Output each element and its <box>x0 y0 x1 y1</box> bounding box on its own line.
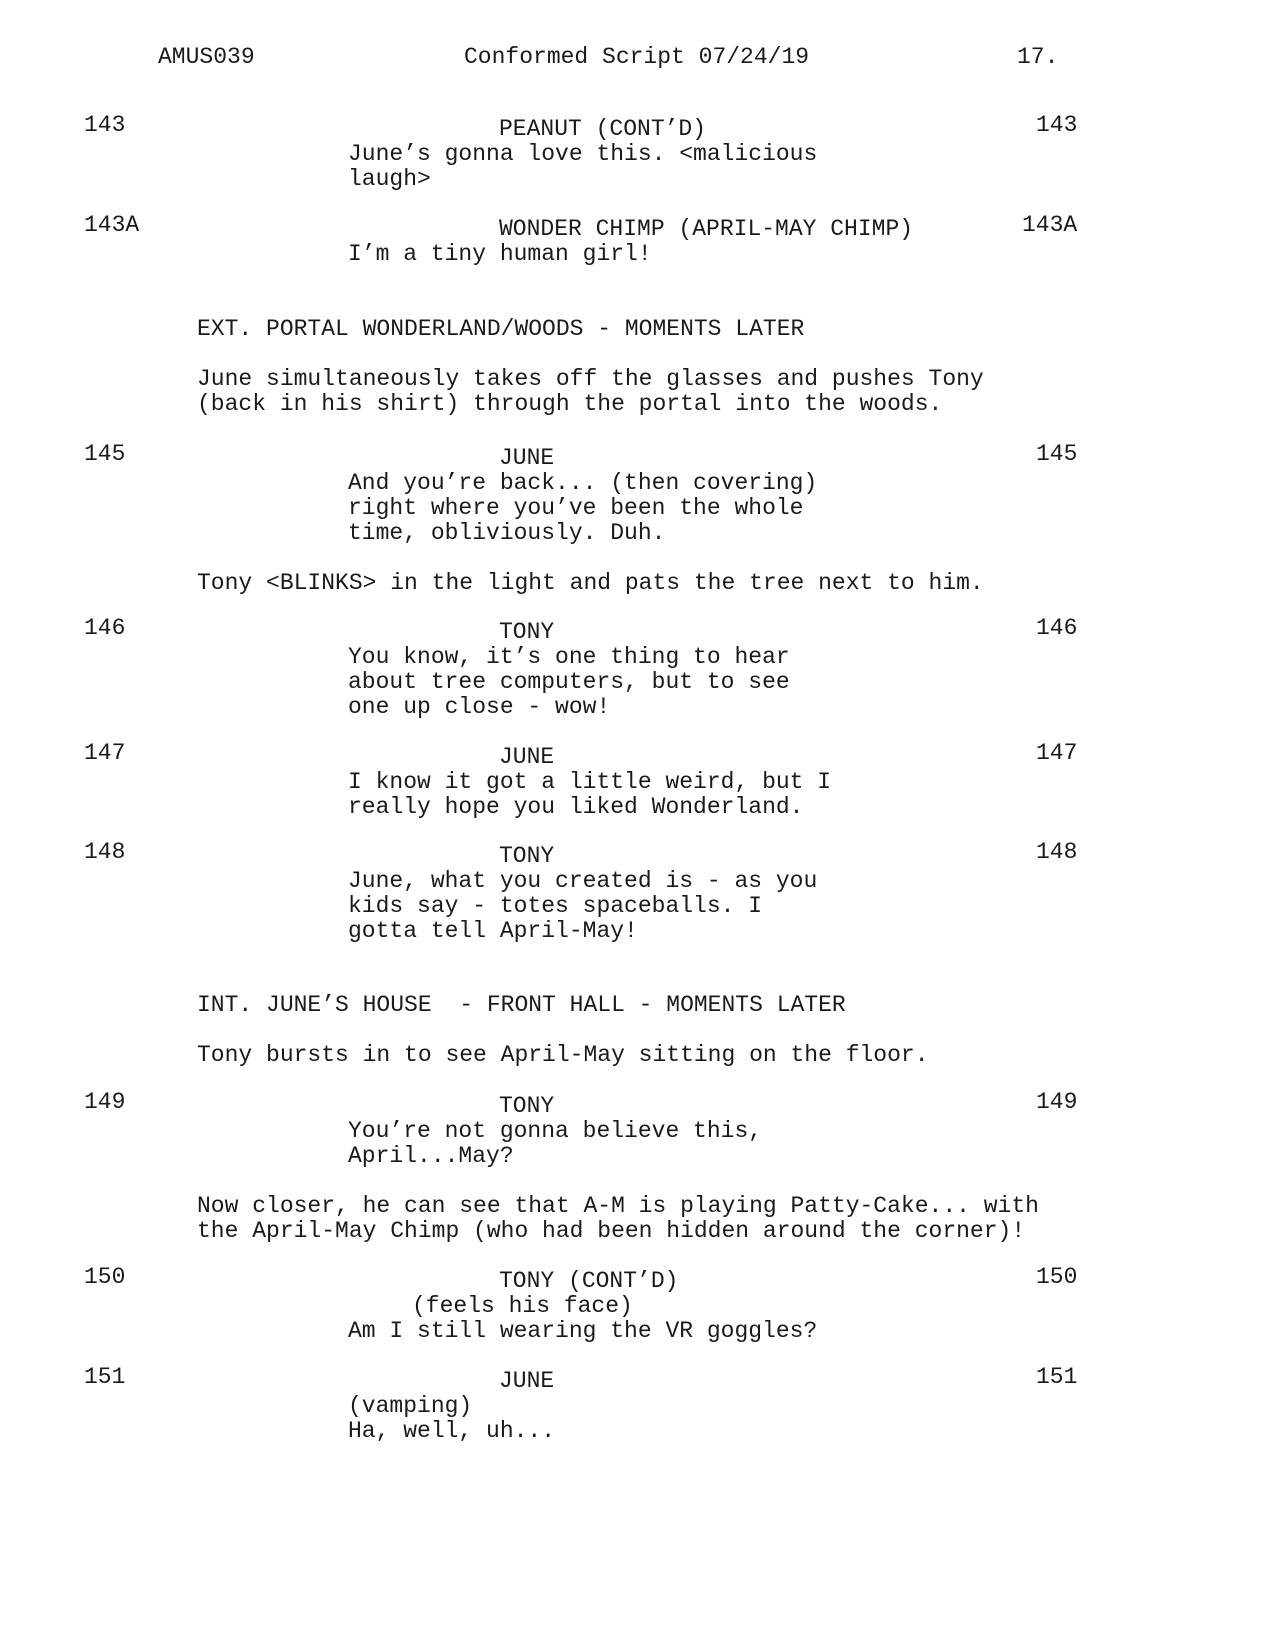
dialogue-line: I know it got a little weird, but I <box>348 769 832 795</box>
scene-number-left: 149 <box>84 1089 126 1115</box>
dialogue-line: kids say - totes spaceballs. I <box>348 893 763 919</box>
scene-number-right: 143 <box>1036 112 1078 138</box>
action-line: June simultaneously takes off the glasses and pushes Tony <box>197 366 984 392</box>
character-cue: WONDER CHIMP (APRIL-MAY CHIMP) <box>499 216 914 242</box>
dialogue-line: Am I still wearing the VR goggles? <box>348 1318 818 1344</box>
dialogue-line: time, obliviously. Duh. <box>348 520 666 546</box>
scene-number-left: 150 <box>84 1264 126 1290</box>
character-cue: PEANUT (CONT’D) <box>499 116 707 142</box>
dialogue-line: about tree computers, but to see <box>348 669 790 695</box>
character-cue: TONY <box>499 843 555 869</box>
scene-number-left: 151 <box>84 1364 126 1390</box>
scene-number-left: 143 <box>84 112 126 138</box>
character-cue: TONY <box>499 1093 555 1119</box>
scene-number-right: 147 <box>1036 740 1078 766</box>
action-line: Tony bursts in to see April-May sitting on the floor. <box>197 1042 929 1068</box>
dialogue-line: right where you’ve been the whole <box>348 495 804 521</box>
dialogue-line: I’m a tiny human girl! <box>348 241 652 267</box>
dialogue-line: You’re not gonna believe this, <box>348 1118 763 1144</box>
scene-number-right: 149 <box>1036 1089 1078 1115</box>
character-cue: JUNE <box>499 744 555 770</box>
page-number: 17. <box>1017 44 1059 70</box>
scene-heading: EXT. PORTAL WONDERLAND/WOODS - MOMENTS LATER <box>197 316 805 342</box>
parenthetical: (feels his face) <box>412 1293 633 1319</box>
scene-number-right: 146 <box>1036 615 1078 641</box>
character-cue: JUNE <box>499 1368 555 1394</box>
scene-number-right: 151 <box>1036 1364 1078 1390</box>
dialogue-line: one up close - wow! <box>348 694 611 720</box>
character-cue: TONY (CONT’D) <box>499 1268 679 1294</box>
dialogue-line: And you’re back... (then covering) <box>348 470 818 496</box>
scene-number-left: 145 <box>84 441 126 467</box>
action-line: Tony <BLINKS> in the light and pats the tree next to him. <box>197 570 984 596</box>
dialogue-line: Ha, well, uh... <box>348 1418 556 1444</box>
action-line: the April-May Chimp (who had been hidden around the corner)! <box>197 1218 1026 1244</box>
character-cue: JUNE <box>499 445 555 471</box>
dialogue-line: really hope you liked Wonderland. <box>348 794 804 820</box>
dialogue-line: April...May? <box>348 1143 514 1169</box>
dialogue-line: June’s gonna love this. <malicious <box>348 141 818 167</box>
dialogue-line: You know, it’s one thing to hear <box>348 644 790 670</box>
scene-number-right: 150 <box>1036 1264 1078 1290</box>
action-line: Now closer, he can see that A-M is playing Patty-Cake... with <box>197 1193 1039 1219</box>
character-cue: TONY <box>499 619 555 645</box>
scene-number-right: 148 <box>1036 839 1078 865</box>
dialogue-line: June, what you created is - as you <box>348 868 818 894</box>
scene-number-right: 143A <box>1022 212 1078 238</box>
action-line: (back in his shirt) through the portal into the woods. <box>197 391 943 417</box>
dialogue-line: laugh> <box>348 166 431 192</box>
scene-heading: INT. JUNE’S HOUSE - FRONT HALL - MOMENTS LATER <box>197 992 846 1018</box>
script-title: Conformed Script 07/24/19 <box>464 44 810 70</box>
episode-code: AMUS039 <box>158 44 255 70</box>
scene-number-right: 145 <box>1036 441 1078 467</box>
scene-number-left: 146 <box>84 615 126 641</box>
dialogue-line: gotta tell April-May! <box>348 918 638 944</box>
scene-number-left: 148 <box>84 839 126 865</box>
parenthetical: (vamping) <box>348 1393 473 1419</box>
scene-number-left: 143A <box>84 212 140 238</box>
scene-number-left: 147 <box>84 740 126 766</box>
